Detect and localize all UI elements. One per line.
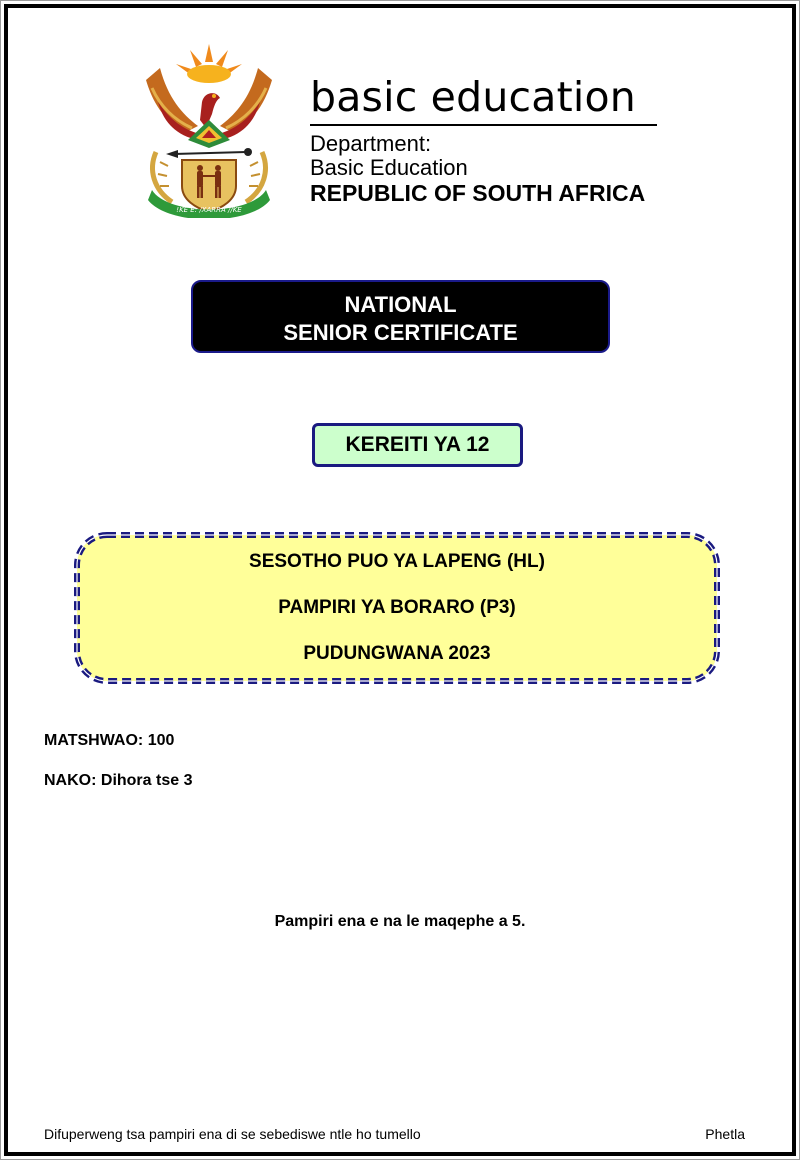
turn-over-label: Phetla xyxy=(705,1126,745,1142)
certificate-line-1: NATIONAL xyxy=(344,292,457,317)
subject-title: SESOTHO PUO YA LAPENG (HL) xyxy=(249,551,545,572)
certificate-banner xyxy=(191,280,610,353)
country-name: REPUBLIC OF SOUTH AFRICA xyxy=(310,180,646,206)
certificate-line-2: SENIOR CERTIFICATE xyxy=(283,320,518,345)
total-marks: MATSHWAO: 100 xyxy=(44,732,175,749)
exam-duration: NAKO: Dihora tse 3 xyxy=(44,772,193,789)
page-count-note: Pampiri ena e na le maqephe a 5. xyxy=(274,913,526,930)
department-name: Basic Education xyxy=(310,155,468,180)
department-branding xyxy=(310,72,660,206)
svg-text:!KE E: /XARRA //KE: !KE E: /XARRA //KE xyxy=(176,206,242,214)
subject-panel xyxy=(73,531,721,685)
copyright-notice: Difuperweng tsa pampiri ena di se sebediswe ntle ho tumello xyxy=(44,1126,421,1142)
grade-badge: KEREITI YA 12 xyxy=(312,423,523,467)
brand-title: basic education xyxy=(310,73,636,121)
paper-number: PAMPIRI YA BORARO (P3) xyxy=(278,597,516,618)
exam-session: PUDUNGWANA 2023 xyxy=(303,643,491,664)
department-label: Department: xyxy=(310,131,432,156)
brand-divider xyxy=(310,124,657,126)
coat-of-arms-icon xyxy=(138,40,280,218)
